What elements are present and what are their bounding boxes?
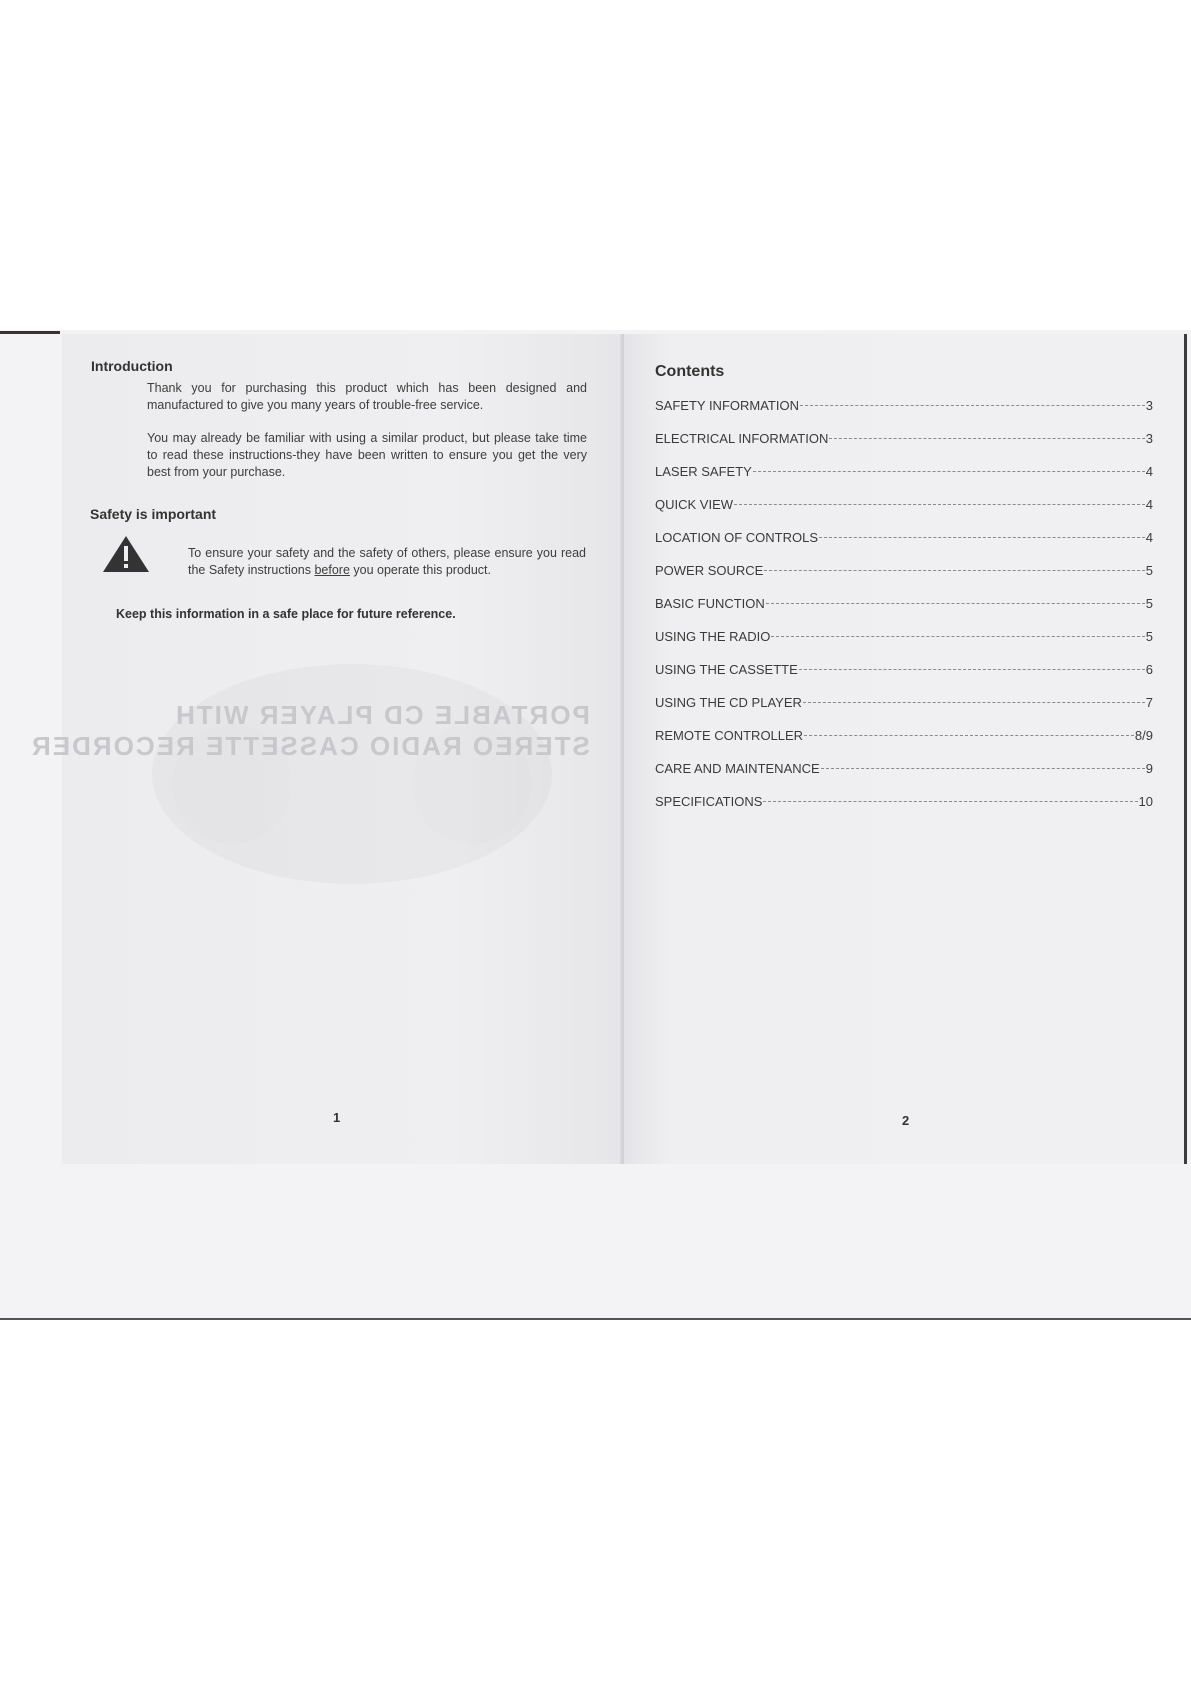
safety-text-underlined: before — [314, 563, 350, 577]
toc-leader — [771, 636, 1144, 637]
toc-leader — [803, 702, 1145, 703]
introduction-paragraph-2: You may already be familiar with using a similar product, but please take time to read these instructions-they have been written to ensure you get the very best from your purchase. — [147, 431, 587, 479]
toc-leader — [799, 669, 1145, 670]
safety-text-after: you operate this product. — [353, 563, 491, 577]
toc-page: 4 — [1145, 530, 1153, 545]
toc-entry[interactable] — [655, 761, 1153, 794]
toc-entry[interactable] — [655, 563, 1153, 596]
toc-label: QUICK VIEW — [655, 497, 734, 512]
toc-entry[interactable] — [655, 728, 1153, 761]
toc-page: 5 — [1145, 596, 1153, 611]
toc-label: LOCATION OF CONTROLS — [655, 530, 818, 545]
toc-label: USING THE CD PLAYER — [655, 695, 802, 710]
toc-page: 4 — [1145, 497, 1153, 512]
ghost-cover-title: PORTABLE CD PLAYER WITH STEREO RADIO CASSETTE RECORDER — [30, 700, 590, 761]
warning-triangle-icon — [102, 535, 150, 573]
page-number-left: 1 — [333, 1110, 341, 1125]
contents-list — [655, 398, 1153, 827]
toc-leader — [766, 603, 1145, 604]
toc-leader — [763, 801, 1137, 802]
page-number-right: 2 — [902, 1113, 910, 1128]
toc-leader — [804, 735, 1134, 736]
toc-entry[interactable] — [655, 794, 1153, 827]
toc-leader — [829, 438, 1144, 439]
toc-label: SAFETY INFORMATION — [655, 398, 799, 413]
toc-page: 8/9 — [1134, 728, 1153, 743]
contents-heading: Contents — [655, 363, 725, 380]
toc-page: 6 — [1145, 662, 1153, 677]
toc-page: 7 — [1145, 695, 1153, 710]
toc-entry[interactable] — [655, 398, 1153, 431]
safety-text — [188, 545, 586, 579]
introduction-paragraph-1: Thank you for purchasing this product which has been designed and manufactured to give you many years of trouble-free service. — [147, 381, 587, 412]
introduction-heading: Introduction — [91, 358, 173, 374]
toc-entry[interactable] — [655, 497, 1153, 530]
toc-page: 4 — [1145, 464, 1153, 479]
toc-entry[interactable] — [655, 596, 1153, 629]
toc-label: USING THE CASSETTE — [655, 662, 798, 677]
toc-page: 10 — [1138, 794, 1153, 809]
toc-page: 3 — [1145, 398, 1153, 413]
toc-leader — [819, 537, 1145, 538]
safety-text-before: To ensure your safety and the safety of others, please ensure you read the Safety instructions — [188, 546, 586, 577]
toc-entry[interactable] — [655, 629, 1153, 662]
toc-label: ELECTRICAL INFORMATION — [655, 431, 829, 446]
toc-entry[interactable] — [655, 695, 1153, 728]
toc-entry[interactable] — [655, 662, 1153, 695]
toc-leader — [800, 405, 1145, 406]
toc-label: POWER SOURCE — [655, 563, 764, 578]
toc-entry[interactable] — [655, 530, 1153, 563]
toc-leader — [821, 768, 1145, 769]
boombox-ghost-image — [142, 634, 562, 894]
scan-edge-top — [0, 331, 60, 334]
toc-entry[interactable] — [655, 464, 1153, 497]
toc-page: 3 — [1145, 431, 1153, 446]
toc-label: CARE AND MAINTENANCE — [655, 761, 820, 776]
toc-label: USING THE RADIO — [655, 629, 771, 644]
toc-label: SPECIFICATIONS — [655, 794, 763, 809]
toc-label: LASER SAFETY — [655, 464, 752, 479]
keep-note: Keep this information in a safe place for future reference. — [116, 607, 456, 621]
toc-label: REMOTE CONTROLLER — [655, 728, 804, 743]
toc-page: 5 — [1145, 629, 1153, 644]
toc-page: 9 — [1145, 761, 1153, 776]
safety-heading: Safety is important — [90, 506, 217, 522]
toc-entry[interactable] — [655, 431, 1153, 464]
page-edge-shadow — [1184, 334, 1187, 1164]
scan-edge-bottom — [0, 1318, 1191, 1320]
toc-page: 5 — [1145, 563, 1153, 578]
toc-leader — [764, 570, 1144, 571]
toc-leader — [734, 504, 1145, 505]
toc-leader — [753, 471, 1145, 472]
toc-label: BASIC FUNCTION — [655, 596, 765, 611]
